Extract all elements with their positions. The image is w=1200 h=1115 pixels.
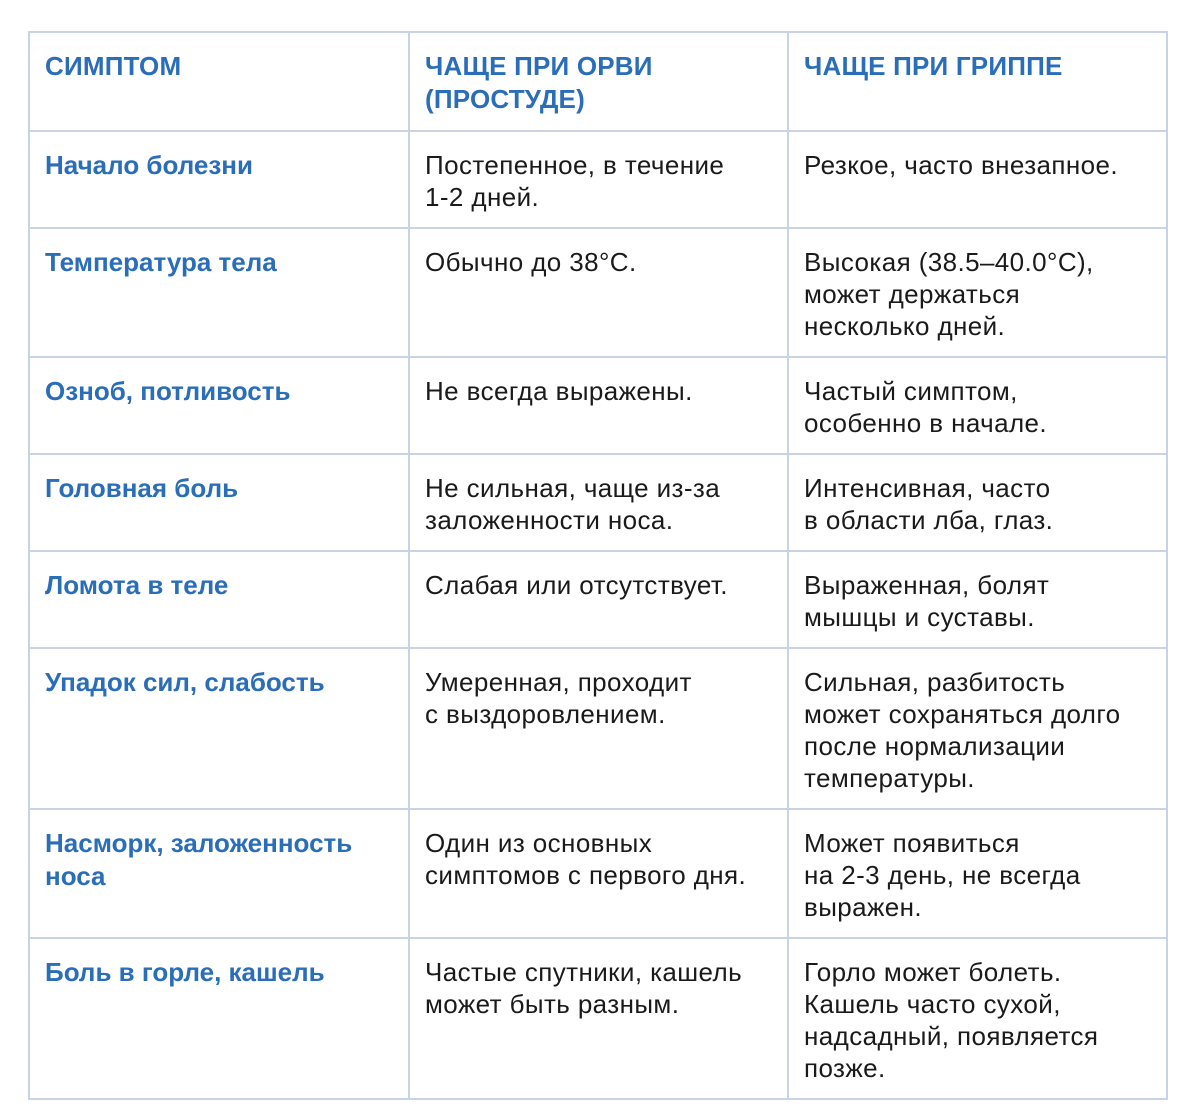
flu-description: Выраженная, болят мышцы и суставы. xyxy=(804,570,1050,632)
symptom-name: Упадок сил, слабость xyxy=(45,667,325,697)
flu-description: Может появиться на 2-3 день, не всегда выражен. xyxy=(804,828,1081,922)
flu-description: Высокая (38.5–40.0°C), может держаться несколько дней. xyxy=(804,247,1094,341)
symptom-name: Озноб, потливость xyxy=(45,376,291,406)
symptom-comparison-table xyxy=(28,31,1168,1100)
header-flu: ЧАЩЕ ПРИ ГРИППЕ xyxy=(804,51,1063,81)
table-row xyxy=(29,938,1167,1099)
table-row xyxy=(29,454,1167,551)
table-row xyxy=(29,648,1167,809)
symptom-name: Ломота в теле xyxy=(45,570,229,600)
symptom-name: Начало болезни xyxy=(45,150,253,180)
flu-description: Резкое, часто внезапное. xyxy=(804,150,1118,180)
orvi-description: Постепенное, в течение 1-2 дней. xyxy=(425,150,725,212)
orvi-description: Не всегда выражены. xyxy=(425,376,693,406)
orvi-description: Обычно до 38°C. xyxy=(425,247,637,277)
flu-description: Частый симптом, особенно в начале. xyxy=(804,376,1048,438)
symptom-name: Температура тела xyxy=(45,247,277,277)
flu-description: Горло может болеть. Кашель часто сухой, надсадный, появляется позже. xyxy=(804,957,1099,1083)
symptom-name: Боль в горле, кашель xyxy=(45,957,325,987)
flu-description: Интенсивная, часто в области лба, глаз. xyxy=(804,473,1054,535)
table-row xyxy=(29,357,1167,454)
header-orvi: ЧАЩЕ ПРИ ОРВИ (ПРОСТУДЕ) xyxy=(425,51,653,114)
table-row xyxy=(29,131,1167,228)
header-symptom: СИМПТОМ xyxy=(45,51,182,81)
symptom-name: Насморк, заложенность носа xyxy=(45,828,353,891)
symptom-name: Головная боль xyxy=(45,473,239,503)
orvi-description: Не сильная, чаще из-за заложенности носа. xyxy=(425,473,721,535)
orvi-description: Слабая или отсутствует. xyxy=(425,570,728,600)
header-row xyxy=(29,32,1167,131)
table-row xyxy=(29,809,1167,938)
flu-description: Сильная, разбитость может сохраняться долго после нормализации температуры. xyxy=(804,667,1121,793)
orvi-description: Частые спутники, кашель может быть разным. xyxy=(425,957,743,1019)
table-row xyxy=(29,228,1167,357)
orvi-description: Один из основных симптомов с первого дня. xyxy=(425,828,747,890)
table-row xyxy=(29,551,1167,648)
orvi-description: Умеренная, проходит с выздоровлением. xyxy=(425,667,692,729)
